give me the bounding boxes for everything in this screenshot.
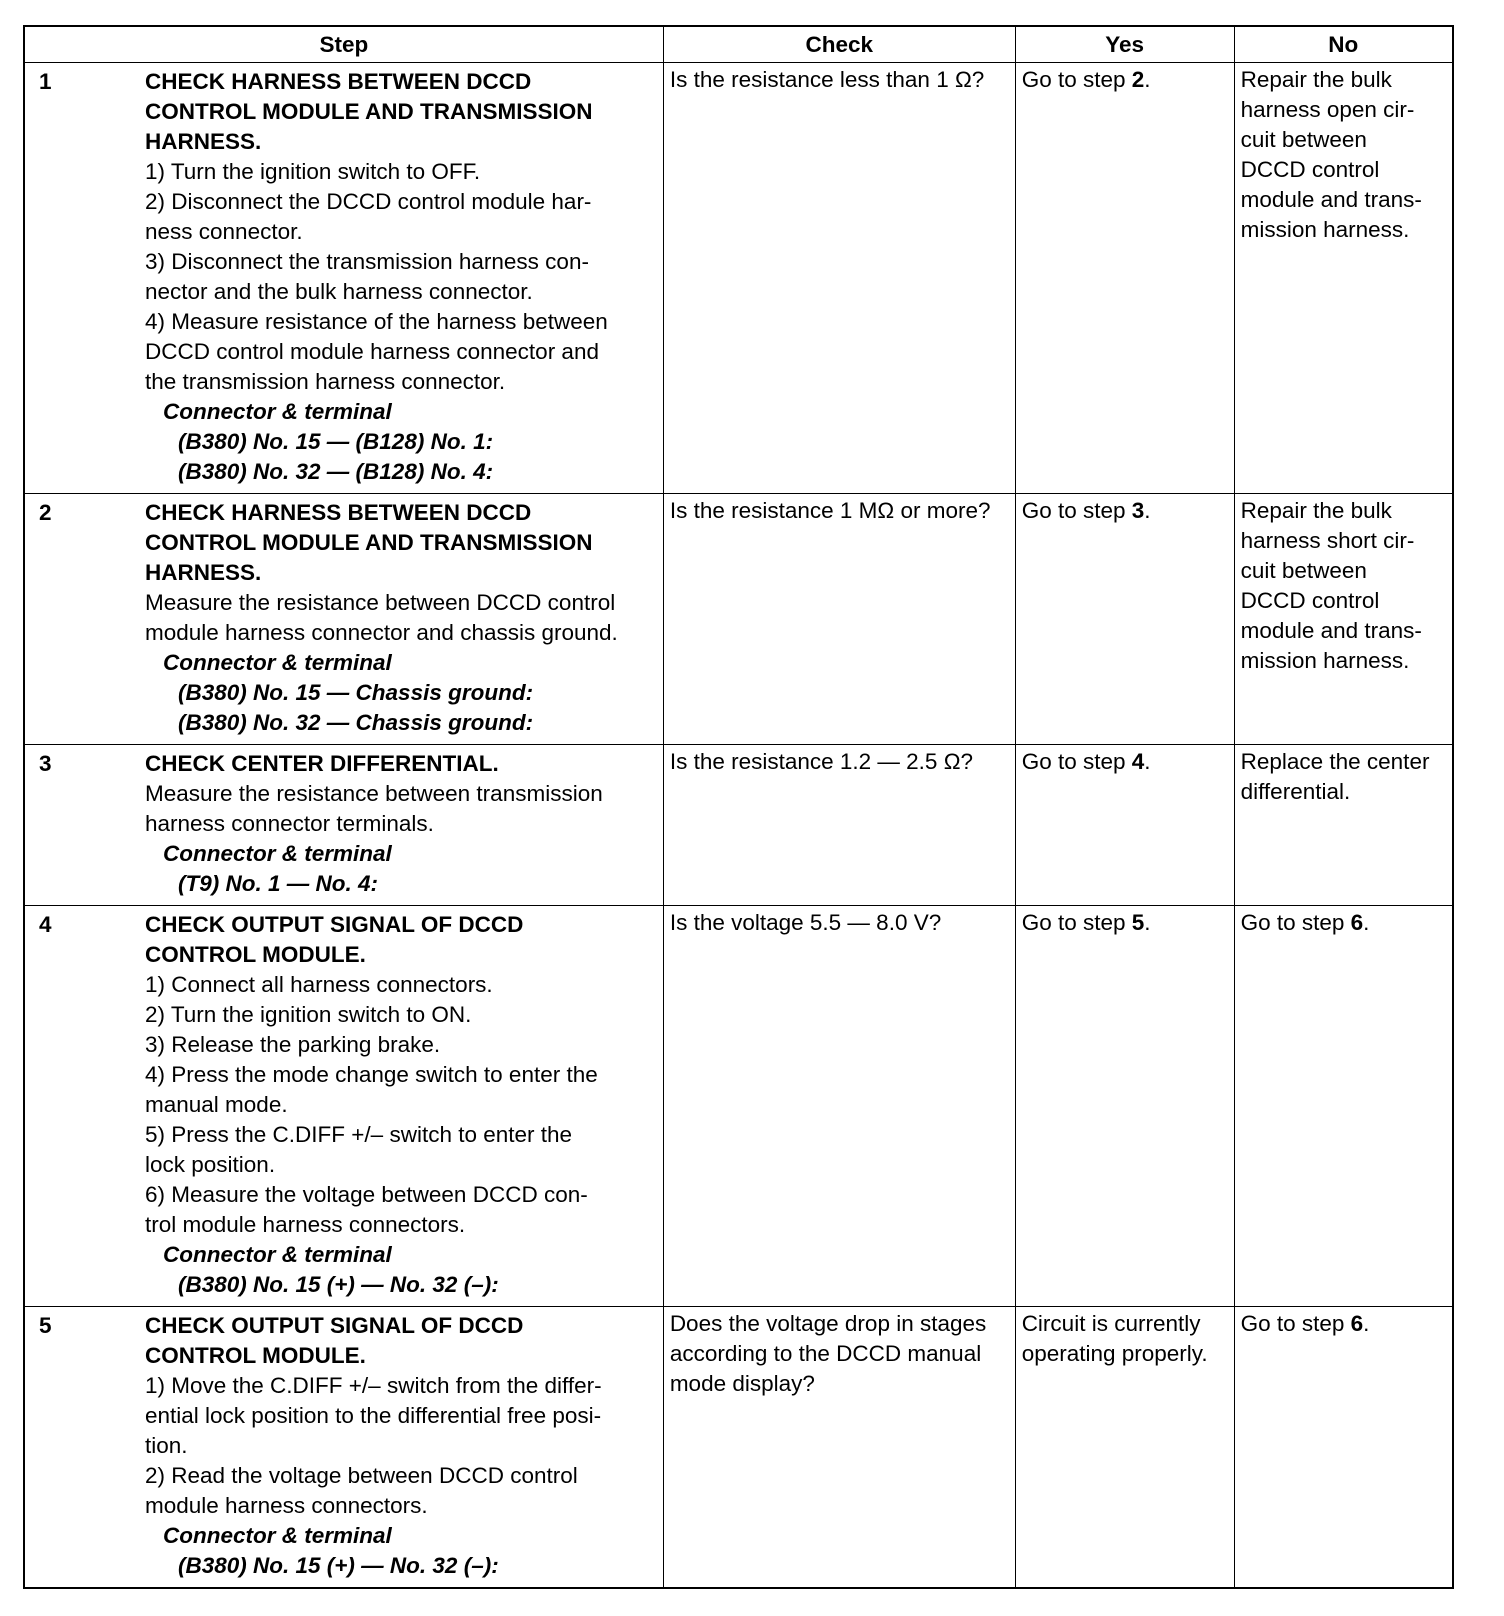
step-text-line: 1) Turn the ignition switch to OFF.	[145, 159, 481, 184]
step-body	[142, 747, 658, 902]
step-cell	[24, 906, 663, 1307]
yes-cell	[1015, 494, 1234, 745]
yes-suffix: .	[1144, 749, 1151, 774]
no-suffix: .	[1363, 1311, 1370, 1336]
no-text-line: harness short cir-	[1240, 528, 1415, 553]
yes-text: Go to step	[1021, 749, 1132, 774]
table-row	[24, 494, 1453, 745]
yes-text-line: Circuit is currently	[1021, 1311, 1201, 1336]
step-title-line: CONTROL MODULE.	[145, 942, 366, 967]
step-text-line: the transmission harness connector.	[145, 369, 506, 394]
no-text-line: Repair the bulk	[1240, 498, 1392, 523]
no-text-line: DCCD control	[1240, 588, 1380, 613]
step-text-line: DCCD control module harness connector and	[145, 339, 599, 364]
step-number: 2	[39, 500, 52, 525]
connector-terminal-line: (B380) No. 15 (+) — No. 32 (–):	[178, 1272, 499, 1297]
step-cell	[24, 494, 663, 745]
step-text-line: trol module harness connectors.	[145, 1212, 466, 1237]
step-text-line: ness connector.	[145, 219, 303, 244]
step-body	[142, 496, 658, 741]
step-number: 1	[39, 69, 52, 94]
step-number: 4	[39, 912, 52, 937]
step-text-line: Measure the resistance between transmission	[145, 781, 603, 806]
check-text-line: according to the DCCD manual	[669, 1341, 982, 1366]
yes-step-ref: 5	[1131, 910, 1145, 935]
yes-text: Go to step	[1021, 910, 1132, 935]
step-text-line: 4) Measure resistance of the harness between	[145, 309, 608, 334]
header-check: Check	[663, 26, 1015, 63]
step-text-line: Measure the resistance between DCCD control	[145, 590, 616, 615]
check-text-line: mode display?	[669, 1371, 815, 1396]
step-text-line: tion.	[145, 1433, 188, 1458]
step-title-line: CHECK HARNESS BETWEEN DCCD	[145, 500, 532, 525]
no-suffix: .	[1363, 910, 1370, 935]
step-title-line: HARNESS.	[145, 129, 262, 154]
no-text-line: module and trans-	[1240, 187, 1422, 212]
step-title-line: CONTROL MODULE AND TRANSMISSION	[145, 530, 593, 555]
check-cell: Is the resistance 1.2 — 2.5 Ω?	[663, 745, 1015, 906]
table-row	[24, 906, 1453, 1307]
step-title-line: CONTROL MODULE.	[145, 1343, 366, 1368]
step-title-line: CHECK CENTER DIFFERENTIAL.	[145, 751, 499, 776]
check-text-line: Does the voltage drop in stages	[669, 1311, 987, 1336]
step-text-line: 5) Press the C.DIFF +/– switch to enter the	[145, 1122, 573, 1147]
connector-terminal-heading: Connector & terminal	[163, 399, 392, 424]
no-text-line: module and trans-	[1240, 618, 1422, 643]
table-row	[24, 1307, 1453, 1589]
no-text-line: mission harness.	[1240, 217, 1410, 242]
no-text-line: cuit between	[1240, 127, 1367, 152]
table-row	[24, 745, 1453, 906]
header-no: No	[1234, 26, 1453, 63]
step-text-line: 1) Connect all harness connectors.	[145, 972, 493, 997]
header-step: Step	[24, 26, 663, 63]
no-text-line: mission harness.	[1240, 648, 1410, 673]
step-title-line: CONTROL MODULE AND TRANSMISSION	[145, 99, 593, 124]
check-cell: Is the resistance 1 MΩ or more?	[663, 494, 1015, 745]
step-text-line: nector and the bulk harness connector.	[145, 279, 533, 304]
no-text: Go to step	[1240, 1311, 1351, 1336]
step-title-line: CHECK HARNESS BETWEEN DCCD	[145, 69, 532, 94]
yes-cell	[1015, 745, 1234, 906]
yes-cell	[1015, 906, 1234, 1307]
yes-text-line: operating properly.	[1021, 1341, 1208, 1366]
step-cell	[24, 63, 663, 494]
step-body	[142, 65, 658, 490]
step-text-line: 6) Measure the voltage between DCCD con-	[145, 1182, 588, 1207]
step-title-line: HARNESS.	[145, 560, 262, 585]
yes-step-ref: 2	[1131, 67, 1145, 92]
no-cell	[1234, 745, 1453, 906]
step-number: 5	[39, 1313, 52, 1338]
step-text-line: 3) Disconnect the transmission harness con-	[145, 249, 589, 274]
connector-terminal-line: (B380) No. 15 (+) — No. 32 (–):	[178, 1553, 499, 1578]
no-cell	[1234, 906, 1453, 1307]
step-title-line: CHECK OUTPUT SIGNAL OF DCCD	[145, 912, 524, 937]
step-cell	[24, 1307, 663, 1589]
step-text-line: 1) Move the C.DIFF +/– switch from the differ-	[145, 1373, 602, 1398]
no-text-line: Repair the bulk	[1240, 67, 1392, 92]
diagnostic-table	[23, 25, 1454, 1589]
connector-terminal-heading: Connector & terminal	[163, 650, 392, 675]
step-number: 3	[39, 751, 52, 776]
step-text-line: ential lock position to the differential free posi-	[145, 1403, 602, 1428]
step-body	[142, 908, 658, 1303]
check-cell	[663, 1307, 1015, 1589]
yes-step-ref: 4	[1131, 749, 1145, 774]
no-text-line: cuit between	[1240, 558, 1367, 583]
no-cell	[1234, 63, 1453, 494]
connector-terminal-heading: Connector & terminal	[163, 841, 392, 866]
step-text-line: 3) Release the parking brake.	[145, 1032, 441, 1057]
step-text-line: lock position.	[145, 1152, 276, 1177]
yes-step-ref: 3	[1131, 498, 1145, 523]
no-text-line: Replace the center	[1240, 749, 1430, 774]
step-cell	[24, 745, 663, 906]
yes-text: Go to step	[1021, 67, 1132, 92]
connector-terminal-heading: Connector & terminal	[163, 1523, 392, 1548]
connector-terminal-line: (B380) No. 32 — (B128) No. 4:	[178, 459, 494, 484]
connector-terminal-heading: Connector & terminal	[163, 1242, 392, 1267]
no-step-ref: 6	[1350, 910, 1364, 935]
connector-terminal-line: (B380) No. 32 — Chassis ground:	[178, 710, 534, 735]
step-text-line: 2) Turn the ignition switch to ON.	[145, 1002, 472, 1027]
table-row	[24, 63, 1453, 494]
step-text-line: 2) Read the voltage between DCCD control	[145, 1463, 578, 1488]
connector-terminal-line: (B380) No. 15 — (B128) No. 1:	[178, 429, 494, 454]
check-cell: Is the voltage 5.5 — 8.0 V?	[663, 906, 1015, 1307]
no-cell	[1234, 494, 1453, 745]
yes-cell	[1015, 63, 1234, 494]
header-yes: Yes	[1015, 26, 1234, 63]
no-text-line: harness open cir-	[1240, 97, 1415, 122]
step-text-line: manual mode.	[145, 1092, 288, 1117]
no-text-line: differential.	[1240, 779, 1351, 804]
step-text-line: 4) Press the mode change switch to enter the	[145, 1062, 598, 1087]
yes-suffix: .	[1144, 910, 1151, 935]
step-text-line: module harness connectors.	[145, 1493, 428, 1518]
no-cell	[1234, 1307, 1453, 1589]
yes-text: Go to step	[1021, 498, 1132, 523]
header-row	[24, 26, 1453, 63]
yes-suffix: .	[1144, 498, 1151, 523]
step-title-line: CHECK OUTPUT SIGNAL OF DCCD	[145, 1313, 524, 1338]
no-step-ref: 6	[1350, 1311, 1364, 1336]
no-text-line: DCCD control	[1240, 157, 1380, 182]
step-text-line: 2) Disconnect the DCCD control module har-	[145, 189, 592, 214]
yes-suffix: .	[1144, 67, 1151, 92]
step-body	[142, 1309, 658, 1584]
step-text-line: module harness connector and chassis ground.	[145, 620, 618, 645]
check-cell: Is the resistance less than 1 Ω?	[663, 63, 1015, 494]
connector-terminal-line: (T9) No. 1 — No. 4:	[178, 871, 379, 896]
yes-cell	[1015, 1307, 1234, 1589]
connector-terminal-line: (B380) No. 15 — Chassis ground:	[178, 680, 534, 705]
no-text: Go to step	[1240, 910, 1351, 935]
step-text-line: harness connector terminals.	[145, 811, 434, 836]
